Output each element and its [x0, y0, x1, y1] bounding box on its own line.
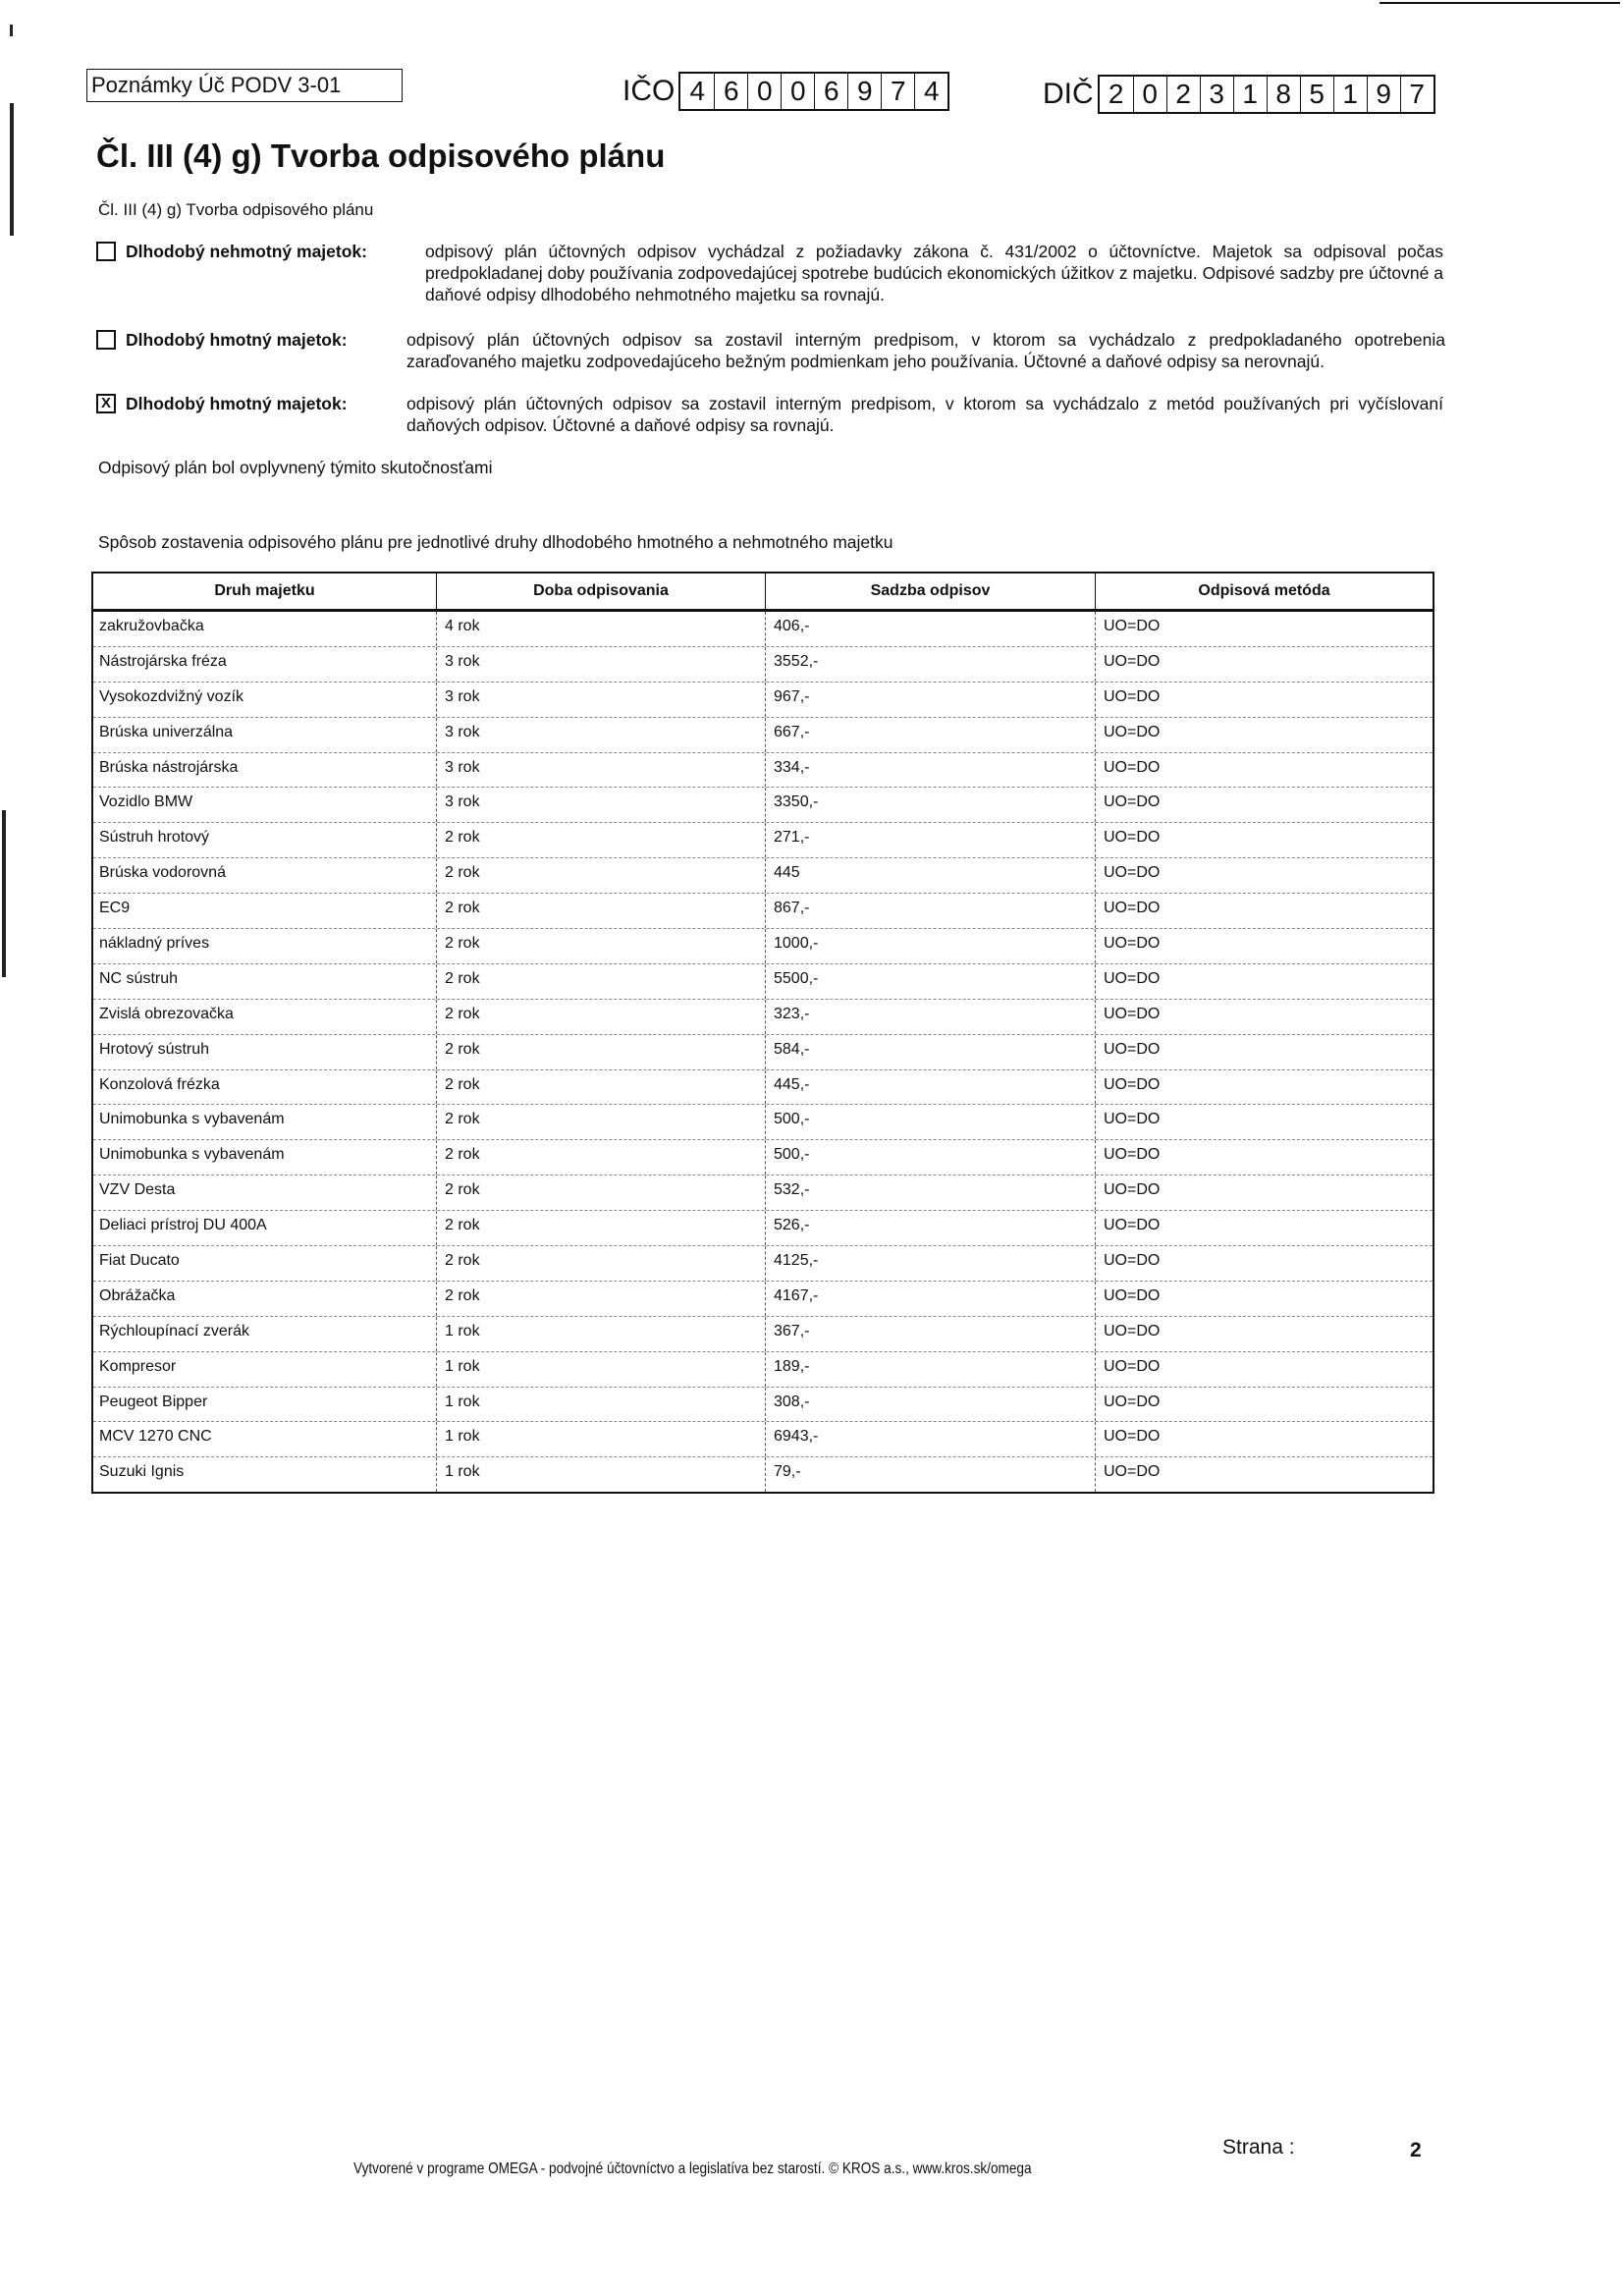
cell-rate: 500,-: [765, 1140, 1095, 1175]
table-row: [93, 1422, 1433, 1457]
table-row: [93, 1282, 1433, 1317]
cell-method: UO=DO: [1095, 753, 1433, 788]
cell-method: UO=DO: [1095, 1388, 1433, 1422]
option-tangible-assets-unequal: [96, 329, 1445, 372]
cell-method: UO=DO: [1095, 1140, 1433, 1175]
ico-digit: 4: [689, 76, 706, 106]
cell-rate: 4125,-: [765, 1246, 1095, 1281]
cell-rate: 189,-: [765, 1352, 1095, 1387]
cell-method: UO=DO: [1095, 1070, 1433, 1105]
cell-asset-type: Unimobunka s vybavenám: [99, 1146, 285, 1164]
cell-rate: 308,-: [765, 1388, 1095, 1422]
cell-method: UO=DO: [1095, 1317, 1433, 1351]
form-id-box: [86, 69, 403, 102]
top-rule: [1380, 2, 1620, 4]
cell-period: 2 rok: [436, 1140, 765, 1175]
table-header: [93, 574, 1433, 612]
form-id: Poznámky Úč PODV 3-01: [91, 73, 342, 97]
cell-method: UO=DO: [1095, 788, 1433, 822]
table-row: [93, 612, 1433, 647]
ico-digits: [678, 72, 949, 111]
cell-period: 2 rok: [436, 1035, 765, 1069]
cell-method: UO=DO: [1095, 823, 1433, 857]
cell-method: UO=DO: [1095, 894, 1433, 928]
table-row: [93, 858, 1433, 894]
ico-digit: 6: [714, 74, 747, 109]
footer-credit: Vytvorené v programe OMEGA - podvojné účtovníctvo a legislatíva bez starostí. © KROS a.s., www.kros.sk/omega: [353, 2160, 1032, 2177]
cell-asset-type: Kompresor: [99, 1357, 177, 1375]
cell-period: 3 rok: [436, 753, 765, 788]
dic-digit: 7: [1400, 77, 1434, 112]
dic-digit: 2: [1166, 77, 1200, 112]
cell-asset-type: Hrotový sústruh: [99, 1040, 210, 1058]
cell-period: 3 rok: [436, 647, 765, 682]
cell-rate: 334,-: [765, 753, 1095, 788]
cell-period: 2 rok: [436, 858, 765, 893]
cell-asset-type: Zvislá obrezovačka: [99, 1005, 234, 1022]
table-row: [93, 1000, 1433, 1035]
cell-method: UO=DO: [1095, 1175, 1433, 1210]
cell-period: 2 rok: [436, 1105, 765, 1139]
cell-method: UO=DO: [1095, 1282, 1433, 1316]
ico-digit: 0: [747, 74, 781, 109]
cell-period: 1 rok: [436, 1388, 765, 1422]
option-label: Dlhodobý hmotný majetok:: [126, 330, 348, 350]
cell-period: 2 rok: [436, 1282, 765, 1316]
cell-period: 2 rok: [436, 823, 765, 857]
ico-digit: 9: [847, 74, 881, 109]
table-row: [93, 753, 1433, 789]
cell-period: 1 rok: [436, 1457, 765, 1492]
cell-method: UO=DO: [1095, 1105, 1433, 1139]
cell-rate: 500,-: [765, 1105, 1095, 1139]
scan-artifact: [10, 25, 13, 36]
cell-rate: 406,-: [765, 612, 1095, 646]
cell-period: 1 rok: [436, 1422, 765, 1456]
page-number: 2: [1410, 2139, 1422, 2161]
cell-method: UO=DO: [1095, 1035, 1433, 1069]
table-row: [93, 788, 1433, 823]
dic-digit: 2: [1108, 79, 1124, 109]
table-row: [93, 929, 1433, 964]
cell-asset-type: Peugeot Bipper: [99, 1393, 208, 1410]
cell-asset-type: NC sústruh: [99, 969, 179, 987]
dic-digits: [1098, 75, 1435, 114]
cell-rate: 3552,-: [765, 647, 1095, 682]
dic-digit: 1: [1233, 77, 1267, 112]
cell-period: 3 rok: [436, 683, 765, 717]
checkbox-tangible-unequal[interactable]: [96, 330, 116, 350]
option-text: odpisový plán účtovných odpisov sa zostavil interným predpisom, v ktorom sa vychádzalo z predpokladaného opotrebenia zaraďovaného majetku zodpovedajúceho bežným podmienkam jeho používania. Účtovné a daňové odpisy sa nerovnajú.: [406, 330, 1445, 371]
cell-period: 2 rok: [436, 1070, 765, 1105]
cell-rate: 445,-: [765, 1070, 1095, 1105]
cell-period: 3 rok: [436, 718, 765, 752]
cell-method: UO=DO: [1095, 718, 1433, 752]
page-label: Strana :: [1222, 2136, 1295, 2159]
ico-field: [622, 72, 949, 111]
dic-label: DIČ: [1043, 78, 1094, 110]
ico-digit: 0: [781, 74, 814, 109]
table-row: [93, 1317, 1433, 1352]
cell-asset-type: Brúska univerzálna: [99, 723, 234, 740]
table-row: [93, 1457, 1433, 1492]
cell-asset-type: Konzolová frézka: [99, 1075, 220, 1093]
cell-method: UO=DO: [1095, 1000, 1433, 1034]
header-rate: Sadzba odpisov: [765, 574, 1095, 609]
cell-rate: 367,-: [765, 1317, 1095, 1351]
cell-method: UO=DO: [1095, 1352, 1433, 1387]
dic-digit: 9: [1367, 77, 1400, 112]
cell-method: UO=DO: [1095, 683, 1433, 717]
cell-period: 1 rok: [436, 1352, 765, 1387]
dic-digit: 5: [1300, 77, 1333, 112]
dic-digit: 8: [1267, 77, 1300, 112]
cell-period: 2 rok: [436, 894, 765, 928]
cell-asset-type: Rýchloupínací zverák: [99, 1322, 249, 1339]
option-text: odpisový plán účtovných odpisov vychádzal z požiadavky zákona č. 431/2002 o účtovníctve. Majetok sa odpisoval počas predpokladanej doby používania zodpovedajúcej spotrebe budúcich ekonomických úžitkov z majetku. Odpisové sadzby pre účtovné a daňové odpisy dlhodobého nehmotného majetku sa rovnajú.: [425, 242, 1443, 304]
page-title: Čl. III (4) g) Tvorba odpisového plánu: [96, 137, 666, 174]
cell-rate: 3350,-: [765, 788, 1095, 822]
cell-asset-type: Fiat Ducato: [99, 1252, 180, 1270]
table-row: [93, 1175, 1433, 1211]
cell-asset-type: nákladný príves: [99, 935, 210, 953]
checkbox-tangible-equal[interactable]: X: [96, 394, 116, 413]
cell-asset-type: Vozidlo BMW: [99, 793, 193, 811]
cell-rate: 584,-: [765, 1035, 1095, 1069]
option-label: Dlhodobý hmotný majetok:: [126, 394, 348, 413]
cell-method: UO=DO: [1095, 929, 1433, 963]
cell-asset-type: Brúska vodorovná: [99, 864, 226, 882]
header-method: Odpisová metóda: [1095, 574, 1433, 609]
cell-asset-type: VZV Desta: [99, 1181, 176, 1199]
cell-period: 1 rok: [436, 1317, 765, 1351]
table-row: [93, 1070, 1433, 1106]
dic-digit: 0: [1133, 77, 1166, 112]
scan-artifact: [2, 810, 6, 977]
option-label: Dlhodobý nehmotný majetok:: [126, 242, 367, 261]
table-row: [93, 1246, 1433, 1282]
cell-asset-type: EC9: [99, 900, 131, 917]
table-row: [93, 964, 1433, 1000]
cell-asset-type: Brúska nástrojárska: [99, 758, 239, 776]
cell-asset-type: Obrážačka: [99, 1286, 176, 1304]
cell-rate: 6943,-: [765, 1422, 1095, 1456]
cell-period: 2 rok: [436, 1175, 765, 1210]
cell-method: UO=DO: [1095, 1457, 1433, 1492]
table-row: [93, 823, 1433, 858]
header-asset-type: Druh majetku: [214, 582, 315, 599]
cell-asset-type: MCV 1270 CNC: [99, 1428, 212, 1446]
table-row: [93, 647, 1433, 683]
cell-rate: 271,-: [765, 823, 1095, 857]
cell-rate: 867,-: [765, 894, 1095, 928]
table-row: [93, 1035, 1433, 1070]
table-row: [93, 1388, 1433, 1423]
cell-rate: 967,-: [765, 683, 1095, 717]
cell-rate: 79,-: [765, 1457, 1095, 1492]
cell-asset-type: zakružovbačka: [99, 618, 204, 634]
checkbox-intangible[interactable]: [96, 242, 116, 261]
cell-rate: 5500,-: [765, 964, 1095, 999]
cell-method: UO=DO: [1095, 858, 1433, 893]
table-row: [93, 894, 1433, 929]
cell-rate: 323,-: [765, 1000, 1095, 1034]
cell-method: UO=DO: [1095, 1422, 1433, 1456]
cell-method: UO=DO: [1095, 1211, 1433, 1245]
table-row: [93, 1140, 1433, 1175]
cell-rate: 532,-: [765, 1175, 1095, 1210]
cell-period: 3 rok: [436, 788, 765, 822]
cell-asset-type: Unimobunka s vybavenám: [99, 1111, 285, 1128]
cell-period: 2 rok: [436, 1000, 765, 1034]
cell-rate: 1000,-: [765, 929, 1095, 963]
dic-field: [1043, 75, 1435, 114]
ico-digit: 6: [814, 74, 847, 109]
ico-digit: 7: [881, 74, 914, 109]
cell-asset-type: Nástrojárska fréza: [99, 652, 227, 670]
option-intangible-assets: [96, 241, 1443, 305]
section-subtitle: Čl. III (4) g) Tvorba odpisového plánu: [98, 200, 374, 219]
cell-rate: 526,-: [765, 1211, 1095, 1245]
cell-method: UO=DO: [1095, 964, 1433, 999]
cell-method: UO=DO: [1095, 1246, 1433, 1281]
dic-digit: 3: [1200, 77, 1233, 112]
table-body: [93, 612, 1433, 1492]
table-row: [93, 1105, 1433, 1140]
cell-method: UO=DO: [1095, 647, 1433, 682]
cell-period: 2 rok: [436, 1246, 765, 1281]
option-tangible-assets-equal: [96, 393, 1443, 436]
ico-label: IČO: [622, 75, 676, 107]
dic-digit: 1: [1333, 77, 1367, 112]
cell-asset-type: Vysokozdvižný vozík: [99, 687, 244, 705]
cell-asset-type: Suzuki Ignis: [99, 1463, 185, 1481]
cell-period: 2 rok: [436, 1211, 765, 1245]
cell-rate: 667,-: [765, 718, 1095, 752]
scan-artifact: [10, 103, 14, 236]
table-row: [93, 1352, 1433, 1388]
cell-asset-type: Deliaci prístroj DU 400A: [99, 1217, 267, 1234]
cell-method: UO=DO: [1095, 612, 1433, 646]
cell-rate: 445: [765, 858, 1095, 893]
ico-digit: 4: [914, 74, 947, 109]
table-caption: Spôsob zostavenia odpisového plánu pre jednotlivé druhy dlhodobého hmotného a nehmotného majetku: [98, 532, 893, 552]
table-row: [93, 683, 1433, 718]
cell-rate: 4167,-: [765, 1282, 1095, 1316]
cell-period: 2 rok: [436, 964, 765, 999]
influenced-text: Odpisový plán bol ovplyvnený týmito skutočnosťami: [98, 458, 493, 477]
cell-period: 2 rok: [436, 929, 765, 963]
header-period: Doba odpisovania: [436, 574, 765, 609]
option-text: odpisový plán účtovných odpisov sa zostavil interným predpisom, v ktorom sa vychádzalo z metód používaných pri vyčíslovaní daňových odpisov. Účtovné a daňové odpisy sa rovnajú.: [406, 394, 1443, 435]
table-row: [93, 718, 1433, 753]
table-row: [93, 1211, 1433, 1246]
cell-period: 4 rok: [436, 612, 765, 646]
depreciation-table: [91, 572, 1434, 1494]
cell-asset-type: Sústruh hrotový: [99, 829, 210, 847]
